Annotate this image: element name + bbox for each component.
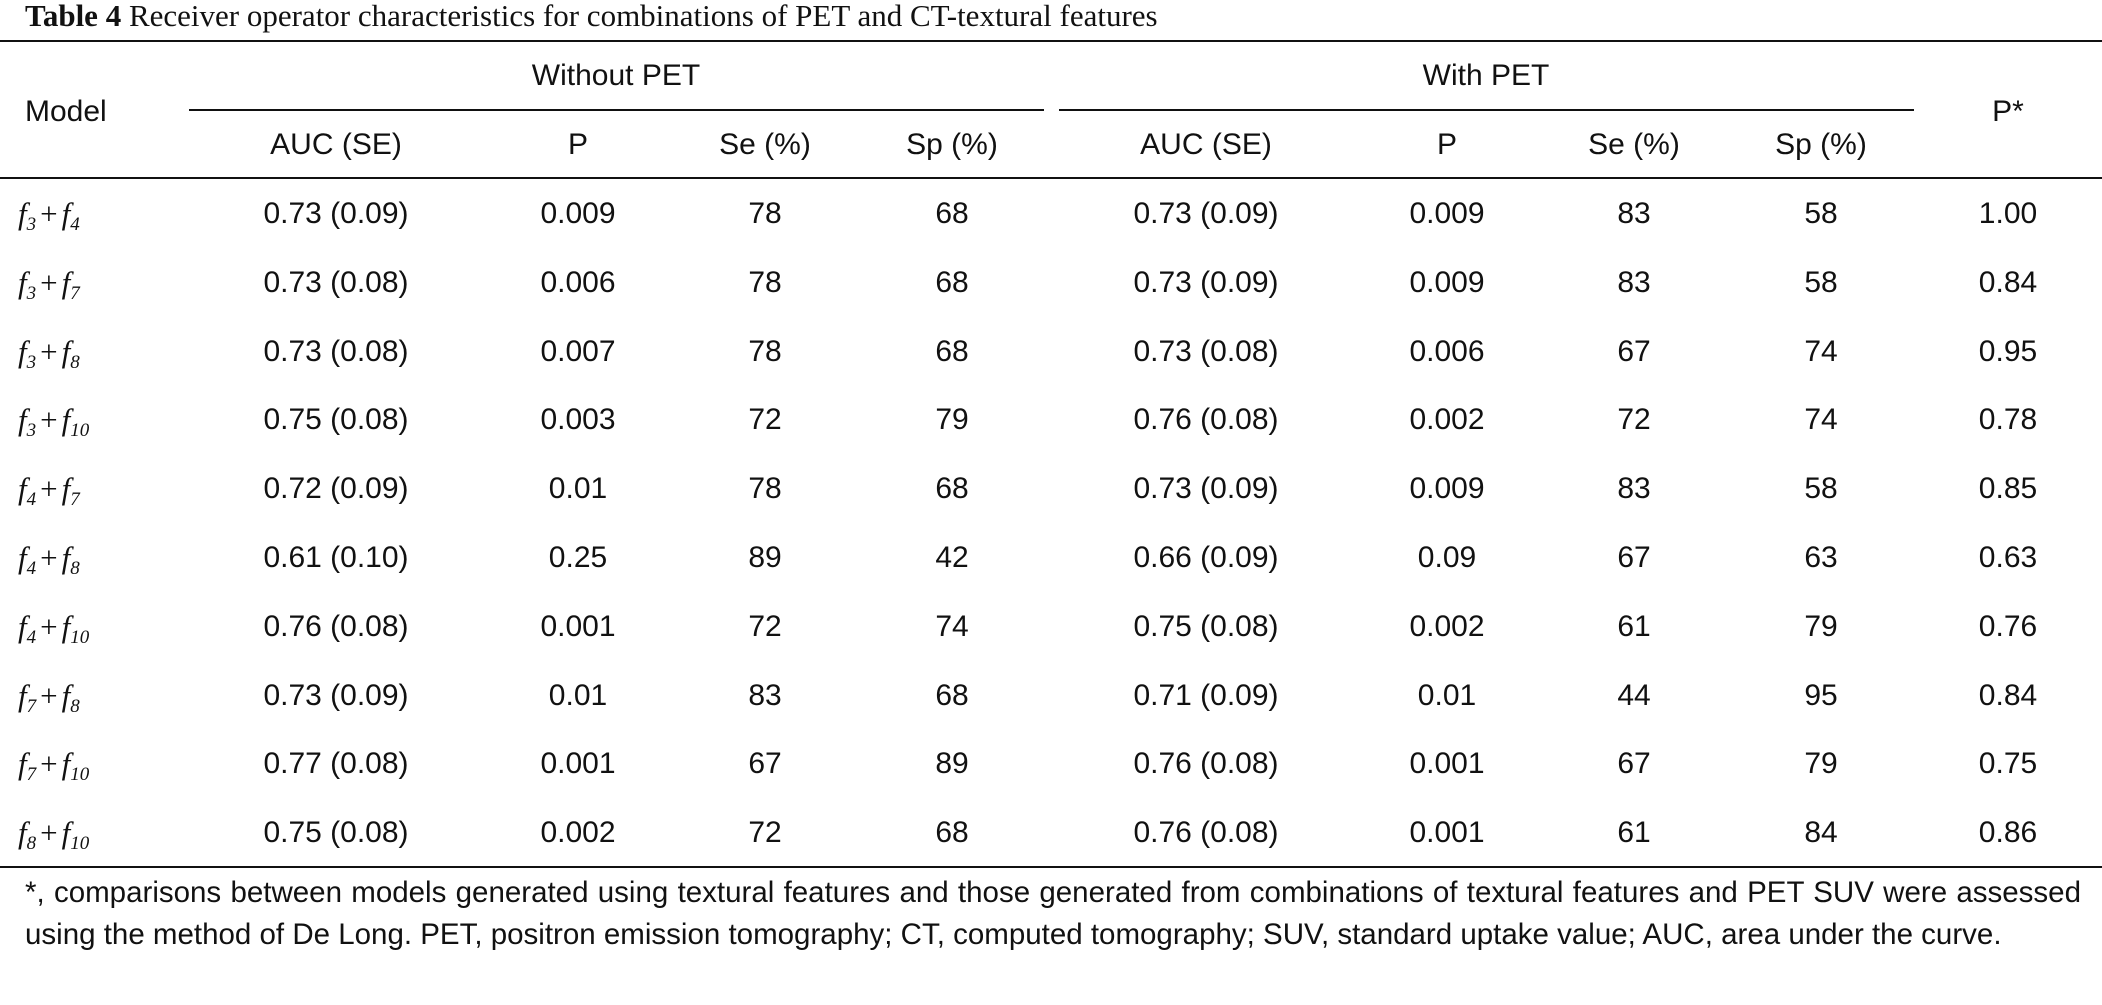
model-var-a: f	[18, 471, 27, 506]
plus-sign: +	[40, 540, 58, 575]
model-sub-a: 8	[26, 833, 37, 854]
cell-p-star: 0.75	[1978, 747, 2038, 780]
model-sub-a: 3	[26, 283, 37, 304]
cell-p-with-pet: 0.01	[1417, 679, 1477, 712]
cell-p-with-pet: 0.009	[1409, 266, 1485, 299]
cell-se-without-pet: 78	[748, 266, 782, 299]
cell-auc-se-without-pet: 0.75 (0.08)	[263, 403, 409, 436]
model-sub-a: 3	[26, 420, 37, 441]
cell-p-star: 0.76	[1978, 610, 2038, 643]
cell-sp-with-pet: 58	[1804, 266, 1838, 299]
cell-se-without-pet: 78	[748, 197, 782, 230]
cell-p-without-pet: 0.007	[540, 335, 616, 368]
without-pet-underline	[189, 109, 1044, 111]
model-var-b: f	[61, 402, 71, 437]
model-sub-a: 3	[26, 352, 37, 373]
model-cell	[18, 815, 89, 862]
plus-sign: +	[40, 265, 58, 300]
cell-p-with-pet: 0.002	[1409, 403, 1485, 436]
model-cell	[18, 609, 89, 656]
cell-sp-without-pet: 68	[935, 197, 969, 230]
cell-sp-without-pet: 68	[935, 335, 969, 368]
model-var-a: f	[18, 402, 27, 437]
model-sub-b: 4	[70, 214, 80, 235]
cell-se-without-pet: 72	[748, 610, 782, 643]
cell-auc-se-with-pet: 0.73 (0.09)	[1133, 197, 1279, 230]
model-cell	[18, 678, 80, 725]
header-sub-auc-se-with-pet: AUC (SE)	[1140, 128, 1272, 161]
cell-p-star: 0.86	[1978, 816, 2038, 849]
cell-p-without-pet: 0.002	[540, 816, 616, 849]
cell-p-without-pet: 0.009	[540, 197, 616, 230]
cell-auc-se-with-pet: 0.73 (0.08)	[1133, 335, 1279, 368]
model-sub-b: 7	[70, 283, 80, 304]
model-var-b: f	[61, 678, 71, 713]
model-var-a: f	[18, 540, 27, 575]
plus-sign: +	[40, 609, 58, 644]
cell-auc-se-with-pet: 0.76 (0.08)	[1133, 816, 1279, 849]
model-var-a: f	[18, 815, 27, 850]
model-var-b: f	[61, 334, 71, 369]
cell-se-without-pet: 83	[748, 679, 782, 712]
header-sub-sp-without-pet: Sp (%)	[906, 128, 998, 161]
cell-se-with-pet: 83	[1617, 472, 1651, 505]
model-cell	[18, 402, 89, 449]
model-sub-b: 7	[70, 489, 80, 510]
model-sub-a: 7	[26, 764, 37, 785]
cell-auc-se-without-pet: 0.76 (0.08)	[263, 610, 409, 643]
cell-p-star: 0.63	[1978, 541, 2038, 574]
cell-auc-se-with-pet: 0.66 (0.09)	[1133, 541, 1279, 574]
cell-auc-se-with-pet: 0.71 (0.09)	[1133, 679, 1279, 712]
cell-se-without-pet: 89	[748, 541, 782, 574]
model-sub-a: 4	[26, 558, 37, 579]
cell-se-with-pet: 61	[1617, 610, 1651, 643]
cell-p-without-pet: 0.006	[540, 266, 616, 299]
model-var-b: f	[61, 609, 71, 644]
cell-se-with-pet: 61	[1617, 816, 1651, 849]
cell-sp-with-pet: 79	[1804, 747, 1838, 780]
model-var-b: f	[61, 196, 71, 231]
top-rule	[0, 40, 2102, 42]
cell-sp-without-pet: 74	[935, 610, 969, 643]
model-sub-b: 8	[70, 696, 80, 717]
cell-p-with-pet: 0.001	[1409, 747, 1485, 780]
cell-auc-se-with-pet: 0.73 (0.09)	[1133, 266, 1279, 299]
model-sub-b: 10	[70, 627, 90, 648]
cell-sp-with-pet: 95	[1804, 679, 1838, 712]
cell-p-star: 0.85	[1978, 472, 2038, 505]
body-bottom-rule	[0, 866, 2102, 868]
model-sub-b: 8	[70, 558, 80, 579]
model-sub-a: 4	[26, 627, 37, 648]
header-sub-se-without-pet: Se (%)	[719, 128, 811, 161]
cell-p-with-pet: 0.09	[1417, 541, 1477, 574]
cell-sp-with-pet: 84	[1804, 816, 1838, 849]
model-sub-b: 8	[70, 352, 80, 373]
model-cell	[18, 540, 80, 587]
cell-p-with-pet: 0.009	[1409, 472, 1485, 505]
cell-p-without-pet: 0.01	[548, 679, 608, 712]
cell-p-star: 0.95	[1978, 335, 2038, 368]
cell-p-without-pet: 0.01	[548, 472, 608, 505]
plus-sign: +	[40, 334, 58, 369]
cell-auc-se-without-pet: 0.77 (0.08)	[263, 747, 409, 780]
header-sub-sp-with-pet: Sp (%)	[1775, 128, 1867, 161]
model-sub-a: 4	[26, 489, 37, 510]
cell-p-with-pet: 0.009	[1409, 197, 1485, 230]
plus-sign: +	[40, 402, 58, 437]
cell-se-with-pet: 72	[1617, 403, 1651, 436]
cell-se-without-pet: 78	[748, 335, 782, 368]
plus-sign: +	[40, 815, 58, 850]
cell-se-without-pet: 72	[748, 403, 782, 436]
cell-sp-with-pet: 58	[1804, 197, 1838, 230]
cell-se-without-pet: 78	[748, 472, 782, 505]
plus-sign: +	[40, 746, 58, 781]
header-bottom-rule	[0, 177, 2102, 179]
cell-se-with-pet: 67	[1617, 335, 1651, 368]
cell-sp-without-pet: 68	[935, 816, 969, 849]
cell-sp-with-pet: 58	[1804, 472, 1838, 505]
model-cell	[18, 471, 80, 518]
cell-p-without-pet: 0.001	[540, 747, 616, 780]
table-title: Receiver operator characteristics for combinations of PET and CT-textural features	[121, 0, 1158, 33]
cell-p-star: 0.78	[1978, 403, 2038, 436]
cell-sp-with-pet: 74	[1804, 403, 1838, 436]
header-sub-auc-se-without-pet: AUC (SE)	[270, 128, 402, 161]
model-cell	[18, 265, 80, 312]
model-var-b: f	[61, 540, 71, 575]
cell-auc-se-without-pet: 0.75 (0.08)	[263, 816, 409, 849]
model-var-b: f	[61, 265, 71, 300]
cell-sp-without-pet: 89	[935, 747, 969, 780]
model-var-a: f	[18, 334, 27, 369]
table-footnote: *, comparisons between models generated using textural features and those generated from combinations of textural features and PET SUV were assessed using the method of De Long. PET, positron emission tomography; CT, computed tomography; SUV, standard uptake value; AUC, area under the curve.	[25, 876, 2081, 951]
cell-p-star: 0.84	[1978, 679, 2038, 712]
cell-se-with-pet: 83	[1617, 197, 1651, 230]
cell-p-without-pet: 0.25	[548, 541, 608, 574]
plus-sign: +	[40, 196, 58, 231]
cell-sp-without-pet: 68	[935, 472, 969, 505]
cell-sp-with-pet: 74	[1804, 335, 1838, 368]
plus-sign: +	[40, 678, 58, 713]
cell-p-with-pet: 0.001	[1409, 816, 1485, 849]
cell-se-without-pet: 67	[748, 747, 782, 780]
cell-sp-without-pet: 42	[935, 541, 969, 574]
cell-sp-without-pet: 79	[935, 403, 969, 436]
cell-auc-se-with-pet: 0.75 (0.08)	[1133, 610, 1279, 643]
model-sub-b: 10	[70, 764, 90, 785]
model-sub-a: 3	[26, 214, 37, 235]
cell-se-without-pet: 72	[748, 816, 782, 849]
table-caption	[25, 0, 1158, 34]
model-cell	[18, 334, 80, 381]
cell-se-with-pet: 67	[1617, 747, 1651, 780]
cell-p-without-pet: 0.003	[540, 403, 616, 436]
cell-auc-se-without-pet: 0.73 (0.08)	[263, 266, 409, 299]
cell-p-star: 0.84	[1978, 266, 2038, 299]
model-var-b: f	[61, 746, 71, 781]
cell-auc-se-without-pet: 0.73 (0.09)	[263, 679, 409, 712]
cell-sp-with-pet: 63	[1804, 541, 1838, 574]
cell-auc-se-without-pet: 0.72 (0.09)	[263, 472, 409, 505]
model-sub-b: 10	[70, 833, 90, 854]
table-label: Table 4	[25, 0, 122, 33]
cell-se-with-pet: 44	[1617, 679, 1651, 712]
cell-auc-se-with-pet: 0.76 (0.08)	[1133, 747, 1279, 780]
model-var-a: f	[18, 746, 27, 781]
cell-se-with-pet: 67	[1617, 541, 1651, 574]
with-pet-underline	[1059, 109, 1914, 111]
cell-se-with-pet: 83	[1617, 266, 1651, 299]
cell-auc-se-without-pet: 0.61 (0.10)	[263, 541, 409, 574]
cell-sp-without-pet: 68	[935, 679, 969, 712]
header-sub-se-with-pet: Se (%)	[1588, 128, 1680, 161]
header-p-star: P*	[1992, 95, 2024, 128]
cell-p-with-pet: 0.006	[1409, 335, 1485, 368]
model-var-a: f	[18, 609, 27, 644]
header-sub-p-with-pet: P	[1436, 128, 1458, 161]
model-var-a: f	[18, 678, 27, 713]
model-var-b: f	[61, 471, 71, 506]
model-var-a: f	[18, 265, 27, 300]
cell-auc-se-without-pet: 0.73 (0.08)	[263, 335, 409, 368]
header-group-without-pet: Without PET	[531, 59, 701, 92]
cell-sp-without-pet: 68	[935, 266, 969, 299]
model-sub-a: 7	[26, 696, 37, 717]
header-group-with-pet: With PET	[1422, 59, 1550, 92]
header-sub-p-without-pet: P	[567, 128, 589, 161]
cell-p-without-pet: 0.001	[540, 610, 616, 643]
plus-sign: +	[40, 471, 58, 506]
cell-p-star: 1.00	[1978, 197, 2038, 230]
model-var-b: f	[61, 815, 71, 850]
model-cell	[18, 196, 80, 243]
cell-auc-se-without-pet: 0.73 (0.09)	[263, 197, 409, 230]
cell-sp-with-pet: 79	[1804, 610, 1838, 643]
model-var-a: f	[18, 196, 27, 231]
header-model: Model	[25, 95, 107, 128]
cell-auc-se-with-pet: 0.73 (0.09)	[1133, 472, 1279, 505]
cell-p-with-pet: 0.002	[1409, 610, 1485, 643]
cell-auc-se-with-pet: 0.76 (0.08)	[1133, 403, 1279, 436]
model-sub-b: 10	[70, 420, 90, 441]
model-cell	[18, 746, 89, 793]
